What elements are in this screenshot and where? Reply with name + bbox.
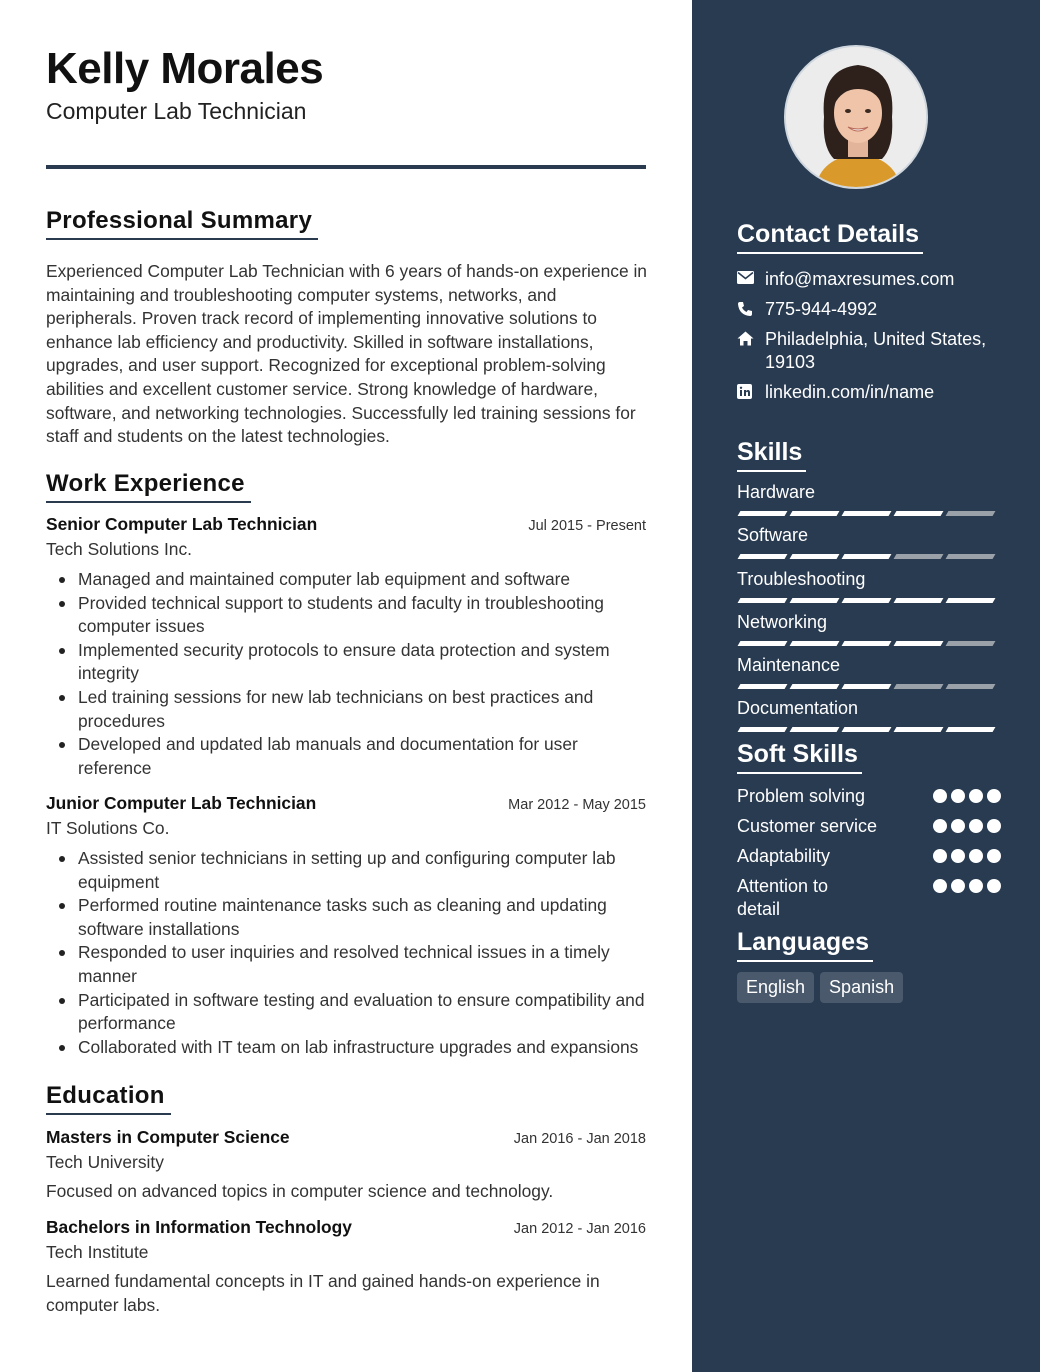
job-date: Jul 2015 - Present (528, 518, 646, 534)
address-text: Philadelphia, United States, 19103 (765, 329, 987, 372)
skill-level-bars (737, 511, 997, 516)
skill-level-segment (738, 511, 788, 516)
skill-name: Networking (737, 612, 828, 632)
skill-level-bars (737, 554, 997, 559)
job-bullets (46, 568, 646, 780)
skill-level-segment (738, 554, 788, 559)
job-company: Tech Solutions Inc. (46, 539, 192, 559)
soft-skill-dot (969, 879, 983, 893)
skill-level-segment (790, 598, 840, 603)
skill-level-segment (842, 684, 892, 689)
language-tag: Spanish (820, 972, 903, 1003)
candidate-title: Computer Lab Technician (46, 98, 307, 124)
list-item: Responded to user inquiries and resolved technical issues in a timely manner (46, 941, 646, 988)
skill-level-segment (946, 684, 996, 689)
education-description: Focused on advanced topics in computer science and technology. (46, 1181, 554, 1201)
skill-level-bars (737, 641, 997, 646)
skill-item (737, 525, 997, 559)
summary-heading: Professional Summary (46, 207, 318, 240)
skill-level-segment (946, 554, 996, 559)
list-item: Led training sessions for new lab technicians on best practices and procedures (46, 686, 646, 733)
skill-level-segment (842, 641, 892, 646)
skill-level-segment (946, 598, 996, 603)
skill-level-segment (946, 641, 996, 646)
contact-linkedin[interactable] (737, 381, 1007, 404)
soft-skill-dot (969, 819, 983, 833)
skill-level-segment (842, 554, 892, 559)
soft-skill-level-dots (933, 785, 1007, 808)
contact-list (737, 268, 1007, 411)
skill-level-segment (894, 727, 944, 732)
skill-level-segment (738, 641, 788, 646)
soft-skill-dot (933, 849, 947, 863)
education-heading: Education (46, 1082, 171, 1115)
email-text: info@maxresumes.com (765, 269, 955, 289)
skill-level-segment (946, 727, 996, 732)
education-entry (46, 1217, 646, 1317)
skill-name: Documentation (737, 698, 859, 718)
skill-level-bars (737, 598, 997, 603)
list-item: Participated in software testing and evaluation to ensure compatibility and performance (46, 989, 646, 1036)
skill-level-segment (894, 554, 944, 559)
soft-skill-dot (987, 879, 1001, 893)
skill-level-segment (894, 641, 944, 646)
education-entry (46, 1127, 646, 1203)
skill-level-segment (790, 727, 840, 732)
list-item: Developed and updated lab manuals and documentation for user reference (46, 733, 646, 780)
soft-skill-name: Customer service (737, 816, 878, 836)
envelope-icon (737, 268, 765, 284)
list-item: Implemented security protocols to ensure data protection and system integrity (46, 639, 646, 686)
soft-skill-name: Adaptability (737, 846, 831, 866)
job-role: Junior Computer Lab Technician (46, 793, 317, 813)
education-description: Learned fundamental concepts in IT and gained hands-on experience in computer labs. (46, 1271, 600, 1315)
contact-heading: Contact Details (737, 220, 923, 254)
soft-skill-dot (933, 879, 947, 893)
list-item: Managed and maintained computer lab equipment and software (46, 568, 646, 592)
skill-name: Maintenance (737, 655, 841, 675)
soft-skill-level-dots (933, 875, 1007, 921)
soft-skill-dot (987, 819, 1001, 833)
list-item: Performed routine maintenance tasks such as cleaning and updating software installations (46, 894, 646, 941)
skill-level-segment (894, 684, 944, 689)
soft-skill-level-dots (933, 845, 1007, 868)
degree-name: Masters in Computer Science (46, 1127, 290, 1147)
skill-name: Software (737, 525, 809, 545)
soft-skills-heading: Soft Skills (737, 740, 862, 774)
sidebar (692, 0, 1040, 1372)
school-name: Tech University (46, 1152, 164, 1172)
skill-item (737, 655, 997, 689)
languages-heading: Languages (737, 928, 873, 962)
soft-skill-dot (987, 849, 1001, 863)
experience-heading: Work Experience (46, 470, 251, 503)
school-name: Tech Institute (46, 1242, 149, 1262)
list-item: Provided technical support to students and faculty in troubleshooting computer issues (46, 592, 646, 639)
linkedin-icon (737, 381, 765, 399)
skill-item (737, 698, 997, 732)
skill-name: Hardware (737, 482, 816, 502)
contact-email[interactable] (737, 268, 1007, 291)
soft-skill-dot (969, 849, 983, 863)
skill-item (737, 612, 997, 646)
soft-skill-item (737, 815, 1007, 838)
summary-text: Experienced Computer Lab Technician with 6 years of hands-on experience in maintaining and troubleshooting computer systems, networks, and peripherals. Proven track record of implementing innovative solutions to enhance lab efficiency and productivity. Skilled in software installations, upgrades, and user support. Recognized for exceptional problem-solving abilities and excellent customer service. Strong knowledge of hardware, software, and networking technologies. Successfully led training sessions for staff and students on the latest technologies. (46, 261, 647, 447)
skill-level-bars (737, 727, 997, 732)
skill-level-segment (842, 727, 892, 732)
phone-icon (737, 298, 765, 317)
education-date: Jan 2012 - Jan 2016 (513, 1221, 646, 1237)
degree-name: Bachelors in Information Technology (46, 1217, 352, 1237)
soft-skills-list (737, 785, 1007, 928)
soft-skill-dot (987, 789, 1001, 803)
home-icon (737, 328, 765, 346)
skill-level-segment (790, 554, 840, 559)
soft-skill-dot (933, 789, 947, 803)
job-entry (46, 514, 646, 780)
contact-address (737, 328, 1007, 374)
soft-skill-level-dots (933, 815, 1007, 838)
skill-level-segment (842, 511, 892, 516)
soft-skill-item (737, 845, 1007, 868)
skill-level-segment (790, 511, 840, 516)
profile-photo (784, 45, 928, 189)
soft-skill-name: Problem solving (737, 786, 866, 806)
language-tag: English (737, 972, 814, 1003)
soft-skill-name: Attention to detail (737, 876, 829, 919)
skill-level-segment (738, 598, 788, 603)
skill-name: Troubleshooting (737, 569, 866, 589)
job-entry (46, 793, 646, 1059)
job-role: Senior Computer Lab Technician (46, 514, 318, 534)
soft-skill-dot (951, 849, 965, 863)
job-bullets (46, 847, 646, 1059)
list-item: Collaborated with IT team on lab infrastructure upgrades and expansions (46, 1036, 646, 1060)
soft-skill-dot (951, 879, 965, 893)
soft-skill-dot (933, 819, 947, 833)
soft-skill-item (737, 785, 1007, 808)
soft-skill-dot (969, 789, 983, 803)
skill-level-segment (894, 511, 944, 516)
candidate-name: Kelly Morales (46, 44, 324, 93)
education-date: Jan 2016 - Jan 2018 (513, 1131, 646, 1147)
soft-skill-dot (951, 819, 965, 833)
job-date: Mar 2012 - May 2015 (508, 797, 646, 813)
job-company: IT Solutions Co. (46, 818, 170, 838)
skill-level-segment (946, 511, 996, 516)
contact-phone[interactable] (737, 298, 1007, 321)
skill-level-segment (790, 684, 840, 689)
header-divider (46, 165, 646, 169)
skill-level-segment (842, 598, 892, 603)
skill-item (737, 569, 997, 603)
skill-level-bars (737, 684, 997, 689)
list-item: Assisted senior technicians in setting up and configuring computer lab equipment (46, 847, 646, 894)
soft-skill-dot (951, 789, 965, 803)
portrait-illustration (786, 47, 928, 189)
linkedin-text: linkedin.com/in/name (765, 382, 935, 402)
skill-level-segment (738, 727, 788, 732)
languages-list (737, 972, 903, 1003)
skill-level-segment (738, 684, 788, 689)
skill-level-segment (790, 641, 840, 646)
skills-heading: Skills (737, 438, 806, 472)
skill-level-segment (894, 598, 944, 603)
soft-skill-item (737, 875, 1007, 921)
skill-item (737, 482, 997, 516)
phone-text: 775-944-4992 (765, 299, 878, 319)
